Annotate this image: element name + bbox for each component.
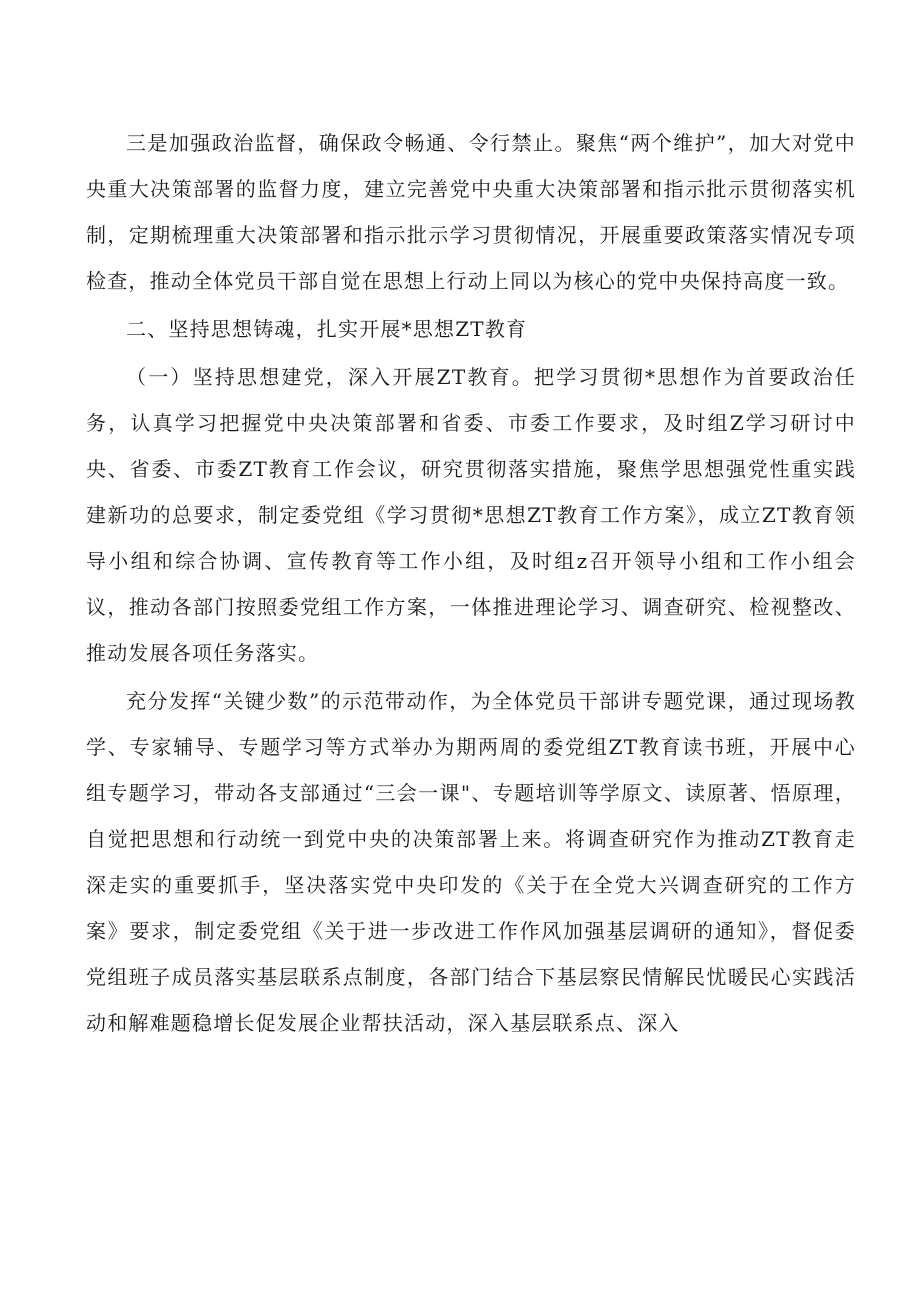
- document-body: [86, 120, 856, 1046]
- paragraph-ideological-party-building: （一）坚持思想建党，深入开展ZT教育。把学习贯彻*思想作为首要政治任务，认真学习把握党中央决策部署和省委、市委工作要求，及时组Z学习研讨中央、省委、市委ZT教育工作会议，研究贯彻落实措施，聚焦学思想强党性重实践建新功的总要求，制定委党组《学习贯彻*思想ZT教育工作方案》，成立ZT教育领导小组和综合协调、宣传教育等工作小组，及时组z召开领导小组和工作小组会议，推动各部门按照委党组工作方案，一体推进理论学习、调查研究、检视整改、推动发展各项任务落实。: [86, 365, 856, 665]
- paragraph-key-minority: 充分发挥“关键少数”的示范带动作，为全体党员干部讲专题党课，通过现场教学、专家辅导、专题学习等方式举办为期两周的委党组ZT教育读书班，开展中心组专题学习，带动各支部通过“三会一课"、专题培训等学原文、读原著、悟原理，自觉把思想和行动统一到党中央的决策部署上来。将调查研究作为推动ZT教育走深走实的重要抓手，坚决落实党中央印发的《关于在全党大兴调查研究的工作方案》要求，制定委党组《关于进一步改进工作作风加强基层调研的通知》，督促委党组班子成员落实基层联系点制度，各部门结合下基层察民情解民忧暖民心实践活动和解难题稳增长促发展企业帮扶活动，深入基层联系点、深入: [86, 689, 856, 1035]
- paragraph-political-supervision: 三是加强政治监督，确保政令畅通、令行禁止。聚焦“两个维护”，加大对党中央重大决策部署的监督力度，建立完善党中央重大决策部署和指示批示贯彻落实机制，定期梳理重大决策部署和指示批示学习贯彻情况，开展重要政策落实情况专项检查，推动全体党员干部自觉在思想上行动上同以为核心的党中央保持高度一致。: [86, 131, 856, 293]
- section-heading-2: 二、坚持思想铸魂，扎实开展*思想ZT教育: [126, 317, 528, 341]
